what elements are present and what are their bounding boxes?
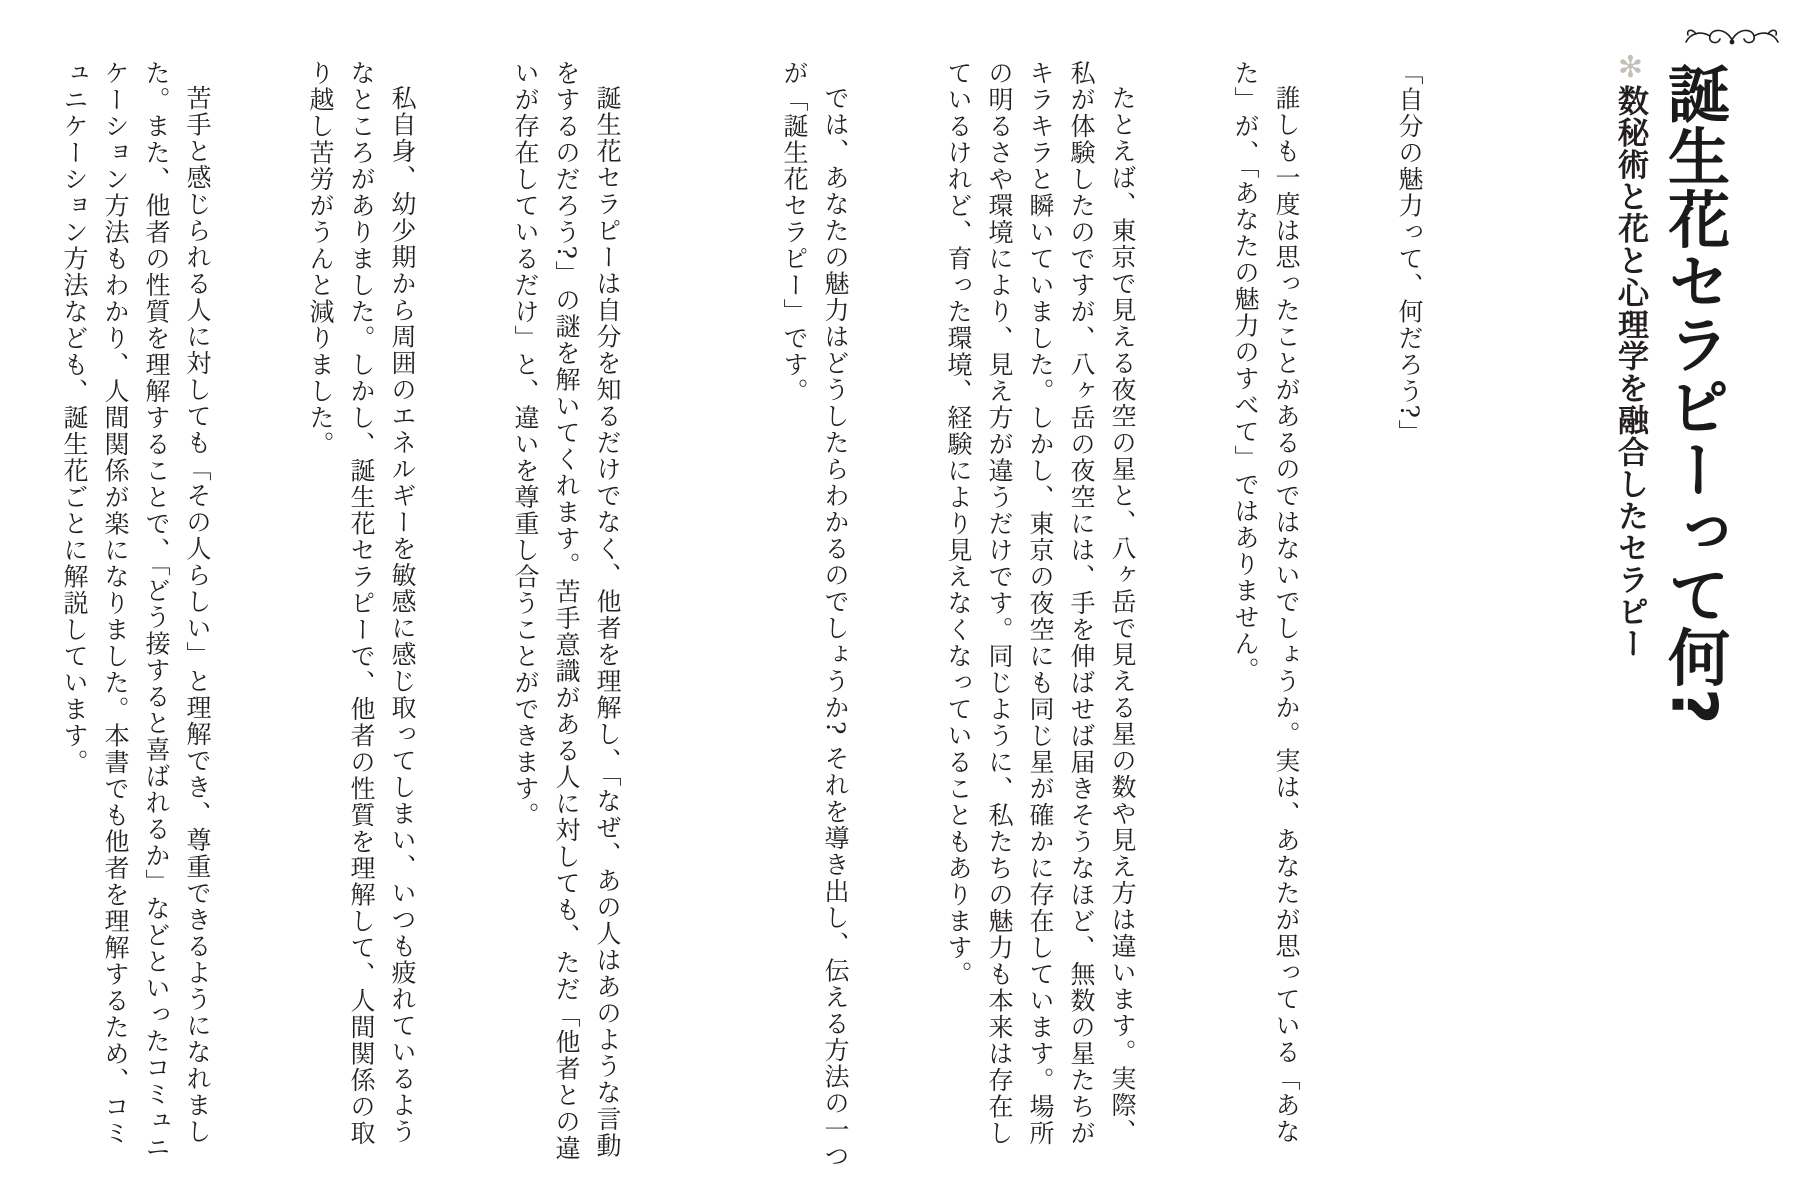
paragraph: 誰しも一度は思ったことがあるのではないでしょうか。実は、あなたが思っている「あなた」が、「あなたの魅力のすべて」ではありません。 bbox=[1231, 60, 1301, 1145]
flourish-icon bbox=[1682, 20, 1782, 54]
paragraph: たとえば、東京で見える夜空の星と、八ヶ岳で見える星の数や見え方は違います。実際、私が体験したのですが、八ヶ岳の夜空には、手を伸ばせば届きそうなほど、無数の星たちがキラキラと瞬いていました。しかし、東京の夜空にも同じ星が確かに存在しています。場所の明るさや環境により、見え方が違うだけです。同じように、私たちの魅力も本来は存在しているけれど、育った環境、経験により見えなくなっていることもあります。 bbox=[944, 60, 1137, 1147]
flower-icon: ✻ bbox=[1613, 50, 1648, 85]
paragraph: 誕生花セラピーは自分を知るだけでなく、他者を理解し、「なぜ、あの人はあのような言動をするのだろう?」の謎を解いてくれます。苦手意識がある人に対しても、ただ「他者との違いが存在しているだけ」と、違いを尊重し合うことができます。 bbox=[511, 60, 622, 1162]
paragraph: では、あなたの魅力はどうしたらわかるのでしょうか? それを導き出し、伝える方法の一つが「誕生花セラピー」です。 bbox=[780, 60, 850, 1170]
right-page-body bbox=[780, 60, 1512, 1170]
subtitle-block bbox=[1590, 50, 1650, 750]
paragraph: 私自身、幼少期から周囲のエネルギーを敏感に感じ取ってしまい、いつも疲れているようなところがありました。しかし、誕生花セラピーで、他者の性質を理解して、人間関係の取り越し苦労がうんと減りました。 bbox=[306, 60, 417, 1147]
subtitle: 数秘術と花と心理学を融合したセラピー bbox=[1612, 85, 1648, 660]
page-title: 誕生花セラピーって何? bbox=[1657, 62, 1731, 725]
left-page-body bbox=[20, 60, 710, 1170]
paragraph: 「自分の魅力って、何だろう?」 bbox=[1395, 60, 1424, 446]
paragraph: 苦手と感じられる人に対しても「その人らしい」と理解でき、尊重できるようになれました。また、他者の性質を理解することで、「どう接すると喜ばれるか」などといったコミュニケーション方法もわかり、人間関係が楽になりました。本書でも他者を理解するため、コミュニケーション方法なども、誕生花ごとに解説しています。 bbox=[60, 60, 212, 1161]
